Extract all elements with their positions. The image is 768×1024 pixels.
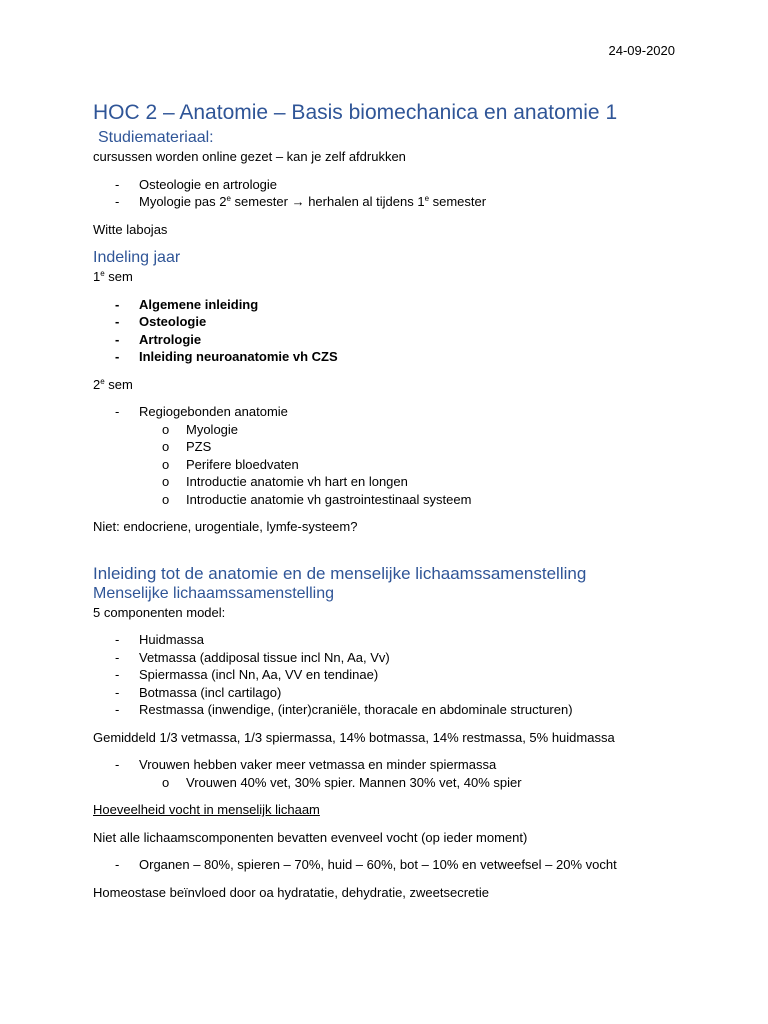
semester-1-label xyxy=(93,268,693,286)
list-item: - Huidmassa xyxy=(93,631,693,649)
semester-text: sem xyxy=(104,269,133,284)
semester-1-list xyxy=(93,296,693,366)
sub-list-item: o PZS xyxy=(93,438,693,456)
list-item: - Spiermassa (incl Nn, Aa, VV en tendinae) xyxy=(93,666,693,684)
niet-text: Niet: endocriene, urogentiale, lymfe-systeem? xyxy=(93,519,358,534)
studiemateriaal-text: cursussen worden online gezet – kan je zelf afdrukken xyxy=(93,149,406,164)
list-item: - Regiogebonden anatomie xyxy=(93,403,693,421)
list-item: - Organen – 80%, spieren – 70%, huid – 60%, bot – 10% en vetweefsel – 20% vocht xyxy=(93,856,693,874)
vocht-heading: Hoeveelheid vocht in menselijk lichaam xyxy=(93,802,320,817)
homeostase-text: Homeostase beïnvloed door oa hydratatie, dehydratie, zweetsecretie xyxy=(93,884,490,900)
superscript: e xyxy=(424,194,430,203)
labojas-text: Witte labojas xyxy=(93,221,168,237)
list-item: - Restmassa (inwendige, (inter)craniële, thoracale en abdominale structuren) xyxy=(93,701,693,719)
list-item: - Botmassa (incl cartilago) xyxy=(93,684,693,702)
list-item: - Vrouwen hebben vaker meer vetmassa en minder spiermassa xyxy=(93,756,693,774)
semester-number: 2 xyxy=(93,376,101,392)
list-item xyxy=(93,193,693,211)
superscript: e xyxy=(226,194,231,203)
components-list xyxy=(93,631,693,719)
list-item: - Osteologie en artrologie xyxy=(93,176,693,194)
heading-indeling-jaar: Indeling jaar xyxy=(93,249,181,266)
sub-list-item: o Introductie anatomie vh hart en longen xyxy=(93,473,693,491)
list-item: - Algemene inleiding xyxy=(93,296,693,314)
superscript: e xyxy=(100,376,105,386)
list-item: - Artrologie xyxy=(93,331,693,349)
heading-inleiding: Inleiding tot de anatomie en de menselijke lichaamssamenstelling xyxy=(93,563,587,583)
list-item-text: semester → herhalen al tijdens 1 xyxy=(230,194,425,209)
list-item: - Vetmassa (addiposal tissue incl Nn, Aa, Vv) xyxy=(93,649,693,667)
vocht-list xyxy=(93,856,693,874)
heading-lichaamssamenstelling: Menselijke lichaamssamenstelling xyxy=(93,584,334,602)
vocht-text: Niet alle lichaamscomponenten bevatten evenveel vocht (op ieder moment) xyxy=(93,829,528,845)
superscript: e xyxy=(100,269,105,278)
heading-studiemateriaal: Studiemateriaal: xyxy=(98,129,214,146)
header-date: 24-09-2020 xyxy=(608,43,675,58)
semester-2-list xyxy=(93,403,693,508)
sub-list-item: o Perifere bloedvaten xyxy=(93,456,693,474)
semester-text: sem xyxy=(104,376,133,392)
vrouwen-list xyxy=(93,756,693,791)
model-intro: 5 componenten model: xyxy=(93,604,226,620)
list-item-text: semester xyxy=(429,194,487,209)
document-title: HOC 2 – Anatomie – Basis biomechanica en anatomie 1 xyxy=(93,101,618,124)
semester-number: 1 xyxy=(93,269,101,284)
sub-list-item: o Introductie anatomie vh gastrointestinaal systeem xyxy=(93,491,693,509)
list-item: - Osteologie xyxy=(93,313,693,331)
sub-list-item: o Vrouwen 40% vet, 30% spier. Mannen 30% vet, 40% spier xyxy=(93,774,693,792)
sub-list-item: o Myologie xyxy=(93,421,693,439)
list-item-text: Myologie pas 2 xyxy=(139,194,227,209)
gemiddeld-text: Gemiddeld 1/3 vetmassa, 1/3 spiermassa, 14% botmassa, 14% restmassa, 5% huidmassa xyxy=(93,729,615,745)
document-content xyxy=(93,98,693,901)
list-item: - Inleiding neuroanatomie vh CZS xyxy=(93,348,693,366)
semester-2-label xyxy=(93,376,693,394)
studiemateriaal-list xyxy=(93,176,693,211)
